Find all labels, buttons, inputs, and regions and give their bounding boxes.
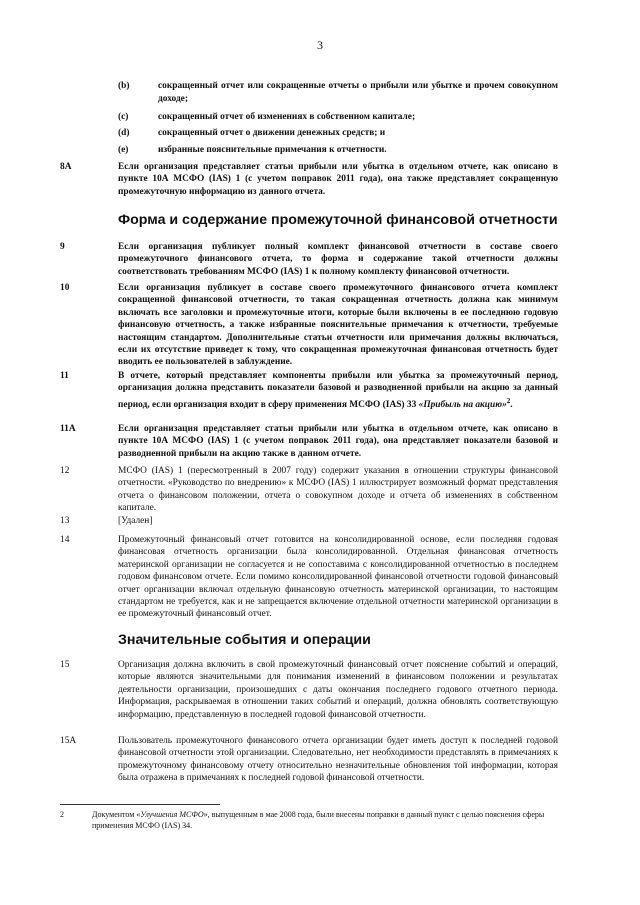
paragraph-number: 10	[60, 283, 70, 293]
paragraph-text-main: В отчете, который представляет компоненты прибыли или убытка за промежуточный период, организация должна представить показатели базовой и разводненной прибыли на акцию за данный период, если организация входит в сферу применения МСФО (IAS) 33	[118, 371, 558, 410]
list-item-text: сокращенный отчет о движении денежных средств; и	[158, 128, 386, 138]
paragraph-text: Пользователь промежуточного финансового отчета организации будет иметь доступ к последней годовой финансовой отчетности этой организации. Следовательно, нет необходимости представлять в примечаниях к промежуточному финансовому отчету относительно незначительные обновления той информации, которая была отражена в примечаниях к последней годовой финансовой отчетности.	[118, 736, 558, 784]
footnote-number: 2	[60, 810, 64, 819]
paragraph-12	[60, 465, 558, 515]
list-item-label: (c)	[118, 112, 129, 122]
list-item-text: избранные пояснительные примечания к отчетности.	[158, 145, 387, 155]
paragraph-11a	[60, 423, 558, 460]
list-item-label: (d)	[118, 128, 130, 138]
footnote-ref: 2	[506, 396, 511, 405]
paragraph-text	[118, 370, 558, 411]
footnote-text	[92, 810, 558, 831]
paragraph-11	[60, 370, 558, 411]
paragraph-number: 11	[60, 371, 69, 381]
paragraph-number: 9	[60, 242, 65, 252]
paragraph-8a	[60, 161, 558, 198]
cited-standard-title: «Прибыль на акцию»	[418, 399, 507, 410]
list-item	[118, 144, 558, 157]
paragraph-end: .	[510, 399, 513, 410]
footnote-cited-title: Улучшения МСФО	[140, 810, 204, 819]
list-item-label: (e)	[118, 145, 129, 155]
paragraph-text: Если организация публикует в составе своего промежуточного финансового отчета комплект сокращенной финансовой отчетности, то такая сокращенная отчетность должна как минимум включать все заголовки и промежуточные итоги, которые были включены в ее последнюю годовую финансовую отчетность, а также избранные пояснительные примечания к отчетности, требуемые настоящим стандартом. Дополнительные статьи отчетности или примечания должны включаться, если их отсутствие приведет к тому, что сокращенная промежуточная финансовая отчетность будет вводить ее пользователей в заблуждение.	[118, 283, 558, 368]
footnote-text-post: », выпущенным в мае 2008 года, были внесены поправки в данный пункт с целью пояснения сферы применения МСФО (IAS) 34.	[92, 810, 545, 830]
paragraph-text: Если организация публикует полный комплект финансовой отчетности в составе своего промежуточного финансового отчета, то форма и содержание такой отчетности должны соответствовать требованиям МСФО (IAS) 1 к полному комплекту финансовой отчетности.	[118, 242, 558, 277]
paragraph-number: 15	[60, 660, 70, 670]
paragraph-15a	[60, 735, 558, 785]
paragraph-text: МСФО (IAS) 1 (пересмотренный в 2007 году) содержит указания в отношении структуры финансовой отчетности. «Руководство по внедрению» к МСФО (IAS) 1 иллюстрирует возможный формат представления отчета о финансовом положении, отчета о совокупном доходе и отчета об изменениях в собственном капитале.	[118, 466, 558, 514]
paragraph-text: Если организация представляет статьи прибыли или убытка в отдельном отчете, как описано в пункте 10А МСФО (IAS) 1 (с учетом поправок 2011 года), она также представляет сокращенную промежуточную информацию из данного отчета.	[118, 162, 558, 197]
section-heading: Форма и содержание промежуточной финансовой отчетности	[118, 212, 558, 228]
footnote-text-pre: Документом «	[92, 810, 141, 819]
list-item-label: (b)	[118, 81, 130, 91]
list-item	[118, 111, 558, 124]
paragraph-10	[60, 282, 558, 369]
paragraph-number: 11A	[60, 424, 76, 434]
section-heading: Значительные события и операции	[118, 632, 371, 648]
list-item-text: сокращенный отчет об изменениях в собственном капитале;	[158, 112, 416, 122]
paragraph-15	[60, 659, 558, 721]
paragraph-text: [Удален]	[118, 516, 153, 526]
paragraph-number: 14	[60, 535, 70, 545]
list-item	[118, 80, 558, 106]
paragraph-text: Организация должна включить в свой промежуточный финансовый отчет пояснение событий и операций, которые являются значительными для понимания изменений в финансовом положении и результатах деятельности организации, произошедших с даты окончания последнего годового отчетного периода. Информация, раскрываемая в отношении таких событий и операций, должна обновлять соответствующую информацию, представленную в последней годовой финансовой отчетности.	[118, 660, 558, 720]
paragraph-9	[60, 241, 558, 278]
paragraph-number: 8A	[60, 162, 72, 172]
paragraph-text: Если организация представляет статьи прибыли или убытка в отдельном отчете, как описано в пункте 10А МСФО (IAS) 1 (с учетом поправок 2011 года), она представляет показатели базовой и разводненной прибыли на акцию также в данном отчете.	[118, 424, 558, 459]
page-number: 3	[317, 38, 323, 52]
paragraph-13	[60, 515, 558, 527]
paragraph-14	[60, 534, 558, 621]
list-item	[118, 127, 558, 140]
list-item-text: сокращенный отчет или сокращенные отчеты о прибыли или убытке и прочем совокупном доходе;	[158, 81, 558, 104]
paragraph-text: Промежуточный финансовый отчет готовится на консолидированной основе, если последняя годовая финансовая отчетность организации была консолидированной. Отдельная финансовая отчетность материнской организации не согласуется и не сопоставима с консолидированной отчетностью в последнем годовом финансовом отчете. Если помимо консолидированной финансовой отчетности годовой финансовый отчет организации включал отдельную финансовую отчетность материнской организации, то настоящим стандартом не требуется, как и не запрещается включение отдельной отчетности материнской организации в ее промежуточный финансовый отчет.	[118, 535, 558, 620]
paragraph-number: 13	[60, 516, 70, 526]
footnote	[60, 810, 558, 831]
paragraph-number: 12	[60, 466, 70, 476]
footnote-divider	[60, 804, 220, 805]
paragraph-number: 15A	[60, 736, 77, 746]
